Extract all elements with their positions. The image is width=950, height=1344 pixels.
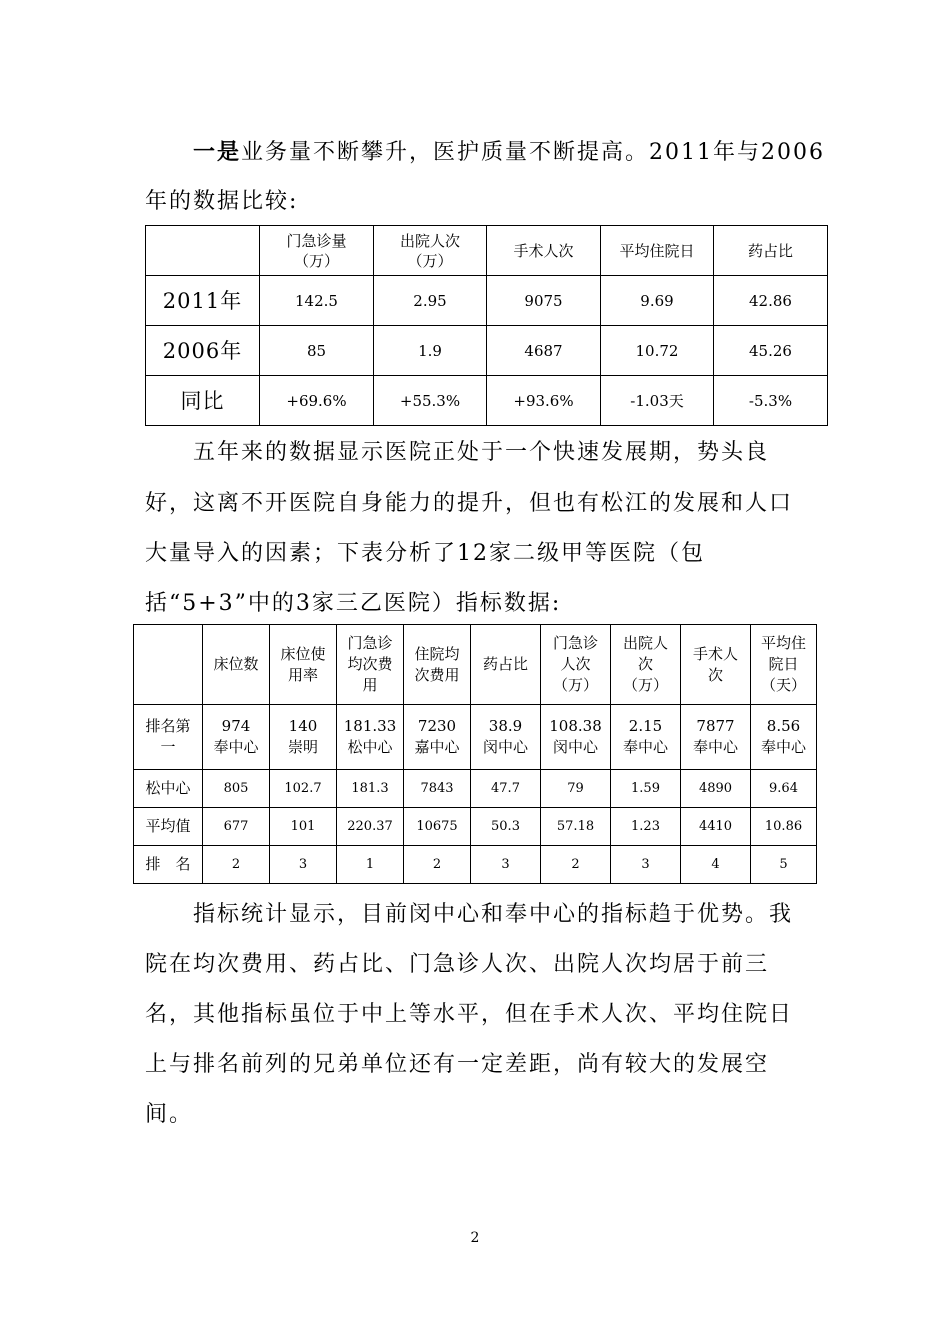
table-cell: 57.18: [541, 808, 611, 846]
para2-line: 好，这离不开医院自身能力的提升，但也有松江的发展和人口: [145, 491, 794, 516]
table2-header: 门急诊 均次费 用: [337, 625, 404, 705]
para1-line1-text: 业务量不断攀升，医护质量不断提高。2011年与2006: [241, 140, 825, 165]
table-cell: 47.7: [471, 770, 541, 808]
table-row: [146, 376, 828, 426]
para3-line: 院在均次费用、药占比、门急诊人次、出院人次均居于前三: [145, 952, 770, 977]
table1-header: 手术人次: [487, 226, 601, 276]
table-cell: +69.6%: [260, 376, 374, 426]
table-cell: 4687: [487, 326, 601, 376]
table-row-rank1: [134, 705, 817, 770]
table-cell: 10.72: [601, 326, 714, 376]
table-cell: 101: [270, 808, 337, 846]
table2-header: 门急诊 人次 （万）: [541, 625, 611, 705]
table-row: [134, 808, 817, 846]
table-cell: 10675: [404, 808, 471, 846]
table-cell: 42.86: [714, 276, 828, 326]
table-cell: 5: [751, 846, 817, 884]
table-row: [146, 276, 828, 326]
table2-corner: [134, 625, 203, 705]
comparison-table-2011-2006: [145, 225, 828, 426]
row-label: 2006年: [146, 326, 260, 376]
para3-line: 名，其他指标虽位于中上等水平，但在手术人次、平均住院日: [145, 1002, 794, 1027]
table1-header: 平均住院日: [601, 226, 714, 276]
para1-line2: 年的数据比较:: [145, 189, 299, 214]
para2-line: 括“5+3”中的3家三乙医院）指标数据:: [145, 591, 562, 616]
table-cell: 2: [203, 846, 270, 884]
table-cell: 3: [471, 846, 541, 884]
table-row: [146, 326, 828, 376]
row-label: 排名第 一: [134, 705, 203, 770]
table-cell: 9.69: [601, 276, 714, 326]
table-cell: 9.64: [751, 770, 817, 808]
table2-header-row: [134, 625, 817, 705]
table1-corner: [146, 226, 260, 276]
table-cell: 140 崇明: [270, 705, 337, 770]
table-cell: 4890: [681, 770, 751, 808]
table-cell: 9075: [487, 276, 601, 326]
table-cell: 142.5: [260, 276, 374, 326]
table-cell: 220.37: [337, 808, 404, 846]
table-cell: 108.38 闵中心: [541, 705, 611, 770]
row-label: 2011年: [146, 276, 260, 326]
row-label: 同比: [146, 376, 260, 426]
table-cell: 7843: [404, 770, 471, 808]
table-cell: 7230 嘉中心: [404, 705, 471, 770]
table-cell: 181.33 松中心: [337, 705, 404, 770]
table-cell: 677: [203, 808, 270, 846]
table-cell: 1: [337, 846, 404, 884]
para3-line: 指标统计显示，目前闵中心和奉中心的指标趋于优势。我: [193, 902, 794, 927]
table2-header: 出院人 次 （万）: [611, 625, 681, 705]
table-cell: -5.3%: [714, 376, 828, 426]
table-cell: 10.86: [751, 808, 817, 846]
table-cell: 181.3: [337, 770, 404, 808]
table-cell: 4: [681, 846, 751, 884]
row-label: 排 名: [134, 846, 203, 884]
table2-header: 手术人 次: [681, 625, 751, 705]
table-cell: 7877 奉中心: [681, 705, 751, 770]
row-label: 松中心: [134, 770, 203, 808]
table-cell: 50.3: [471, 808, 541, 846]
para3-line: 上与排名前列的兄弟单位还有一定差距，尚有较大的发展空: [145, 1052, 770, 1077]
table1-header-row: [146, 226, 828, 276]
table2-header: 床位数: [203, 625, 270, 705]
table-cell: 79: [541, 770, 611, 808]
table1-header: 药占比: [714, 226, 828, 276]
table-row: [134, 770, 817, 808]
table-cell: +55.3%: [374, 376, 487, 426]
para3-line: 间。: [145, 1102, 194, 1127]
table-cell: +93.6%: [487, 376, 601, 426]
table-cell: 2.15 奉中心: [611, 705, 681, 770]
para1-lead: 一是: [193, 139, 242, 165]
hospital-indicators-table: [133, 624, 817, 884]
table-cell: 1.59: [611, 770, 681, 808]
table-row: [134, 846, 817, 884]
para2-line: 五年来的数据显示医院正处于一个快速发展期，势头良: [193, 440, 770, 465]
table2-header: 床位使 用率: [270, 625, 337, 705]
table1-header: 出院人次 （万）: [374, 226, 487, 276]
table-cell: 2: [404, 846, 471, 884]
table-cell: 4410: [681, 808, 751, 846]
page-number: 2: [470, 1230, 480, 1246]
table-cell: 1.9: [374, 326, 487, 376]
table-cell: 8.56 奉中心: [751, 705, 817, 770]
table-cell: 2.95: [374, 276, 487, 326]
table-cell: 38.9 闵中心: [471, 705, 541, 770]
table1-header: 门急诊量 （万）: [260, 226, 374, 276]
table-cell: 2: [541, 846, 611, 884]
table-cell: 102.7: [270, 770, 337, 808]
para1-line1: [193, 137, 825, 168]
table-cell: 85: [260, 326, 374, 376]
table-cell: 1.23: [611, 808, 681, 846]
table-cell: 805: [203, 770, 270, 808]
table-cell: -1.03天: [601, 376, 714, 426]
table-cell: 974 奉中心: [203, 705, 270, 770]
table2-header: 住院均 次费用: [404, 625, 471, 705]
table-cell: 3: [270, 846, 337, 884]
table2-header: 药占比: [471, 625, 541, 705]
table2-header: 平均住 院日 （天）: [751, 625, 817, 705]
para2-line: 大量导入的因素；下表分析了12家二级甲等医院（包: [145, 541, 705, 566]
table-cell: 45.26: [714, 326, 828, 376]
table-cell: 3: [611, 846, 681, 884]
row-label: 平均值: [134, 808, 203, 846]
